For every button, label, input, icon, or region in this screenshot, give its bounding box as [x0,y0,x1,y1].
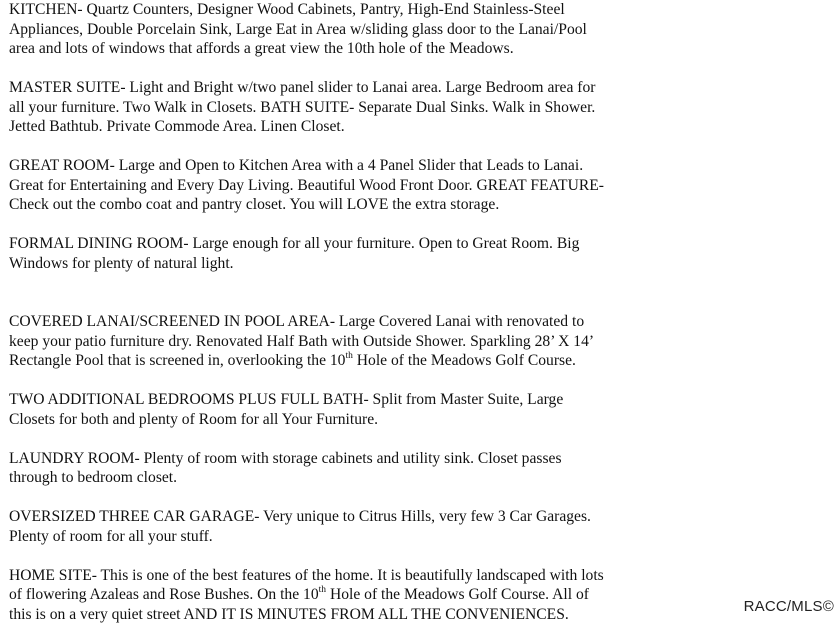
formal-dining-line-1: FORMAL DINING ROOM- Large enough for all your furniture. Open to Great Room. Big [9,235,580,252]
laundry-line-1: LAUNDRY ROOM- Plenty of room with storage cabinets and utility sink. Closet passes [9,449,562,467]
covered-lanai-line-1: COVERED LANAI/SCREENED IN POOL AREA- Large Covered Lanai with renovated to [9,313,585,330]
covered-lanai-line-3-end: Hole of the Meadows Golf Course. [352,352,576,369]
home-site-line-2-end: Hole of the Meadows Golf Course. All of [326,586,589,603]
laundry-paragraph [9,449,839,488]
home-site-line-2-start: of flowering Azaleas and Rose Bushes. On the 10 [9,586,319,603]
two-bedrooms-line-1: TWO ADDITIONAL BEDROOMS PLUS FULL BATH- Split from Master Suite, Large [9,391,564,408]
ordinal-suffix: th [345,350,353,361]
laundry-line-2: through to bedroom closet. [9,469,178,486]
kitchen-line-1: KITCHEN- Quartz Counters, Designer Wood Cabinets, Pantry, High-End Stainless-Steel [9,1,565,18]
mls-watermark: RACC/MLS© [743,598,834,615]
formal-dining-line-2: Windows for plenty of natural light. [9,254,234,272]
home-site-line-3: this is on a very quiet street AND IT IS MINUTES FROM ALL THE CONVENIENCES. [9,605,569,623]
home-site-line-1: HOME SITE- This is one of the best features of the home. It is beautifully landscaped with lots [9,566,604,584]
kitchen-line-2: Appliances, Double Porcelain Sink, Large Eat in Area w/sliding glass door to the Lanai/Pool [9,20,587,38]
master-suite-line-2: all your furniture. Two Walk in Closets. BATH SUITE- Separate Dual Sinks. Walk in Shower. [9,98,596,116]
great-room-line-2: Great for Entertaining and Every Day Living. Beautiful Wood Front Door. GREAT FEATURE- [9,176,604,194]
two-bedrooms-paragraph [9,390,839,429]
ordinal-suffix: th [318,584,327,595]
master-suite-paragraph [9,78,839,137]
covered-lanai-line-3 [9,351,839,371]
great-room-paragraph [9,156,839,215]
garage-line-2: Plenty of room for all your stuff. [9,527,213,545]
formal-dining-paragraph [9,234,839,273]
kitchen-paragraph [9,0,839,59]
covered-lanai-line-2: keep your patio furniture dry. Renovated Half Bath with Outside Shower. Sparkling 28’ X 14’ [9,332,595,350]
listing-document [9,0,839,624]
garage-paragraph [9,507,839,546]
kitchen-line-3: area and lots of windows that affords a great view the 10th hole of the Meadows. [9,40,514,57]
great-room-line-3: Check out the combo coat and pantry closet. You will LOVE the extra storage. [9,196,500,213]
home-site-line-2 [9,585,839,605]
garage-line-1: OVERSIZED THREE CAR GARAGE- Very unique to Citrus Hills, very few 3 Car Garages. [9,508,591,525]
home-site-paragraph [9,566,839,625]
two-bedrooms-line-2: Closets for both and plenty of Room for all Your Furniture. [9,410,379,428]
great-room-line-1: GREAT ROOM- Large and Open to Kitchen Area with a 4 Panel Slider that Leads to Lanai. [9,157,584,174]
covered-lanai-line-3-start: Rectangle Pool that is screened in, overlooking the 10 [9,352,346,369]
master-suite-line-3: Jetted Bathtub. Private Commode Area. Linen Closet. [9,118,345,135]
master-suite-line-1: MASTER SUITE- Light and Bright w/two panel slider to Lanai area. Large Bedroom area for [9,79,596,96]
covered-lanai-paragraph [9,312,839,371]
